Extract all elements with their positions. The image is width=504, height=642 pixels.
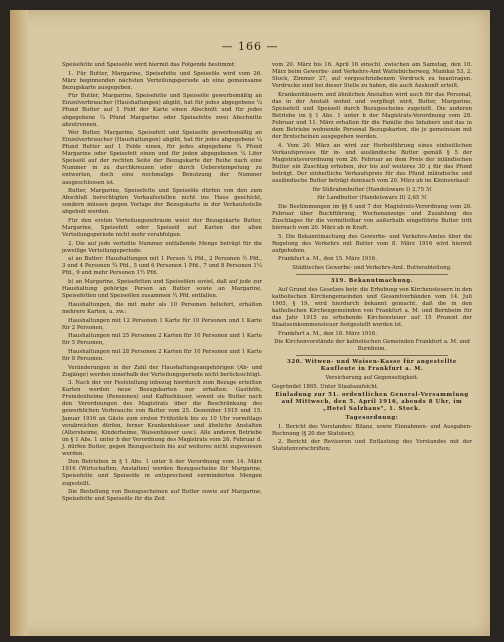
agenda-item-2: 2. Bericht der Revisoren und Entlastung des Vorstandes mit der Statutenvorschriften; bbox=[272, 439, 472, 453]
left-paragraph-16: Die Bestellung von Bezugsscheinen auf Butter sowie auf Margarine, Speisefette und Speiseöle für die Zeit bbox=[62, 489, 262, 503]
left-paragraph-intro: Speisefette und Speiseöle wird hiermit das Folgende bestimmt: bbox=[62, 62, 236, 68]
date-line-2: Frankfurt a. M., den 18. März 1916. bbox=[278, 330, 377, 337]
left-paragraph-10: Haushaltungen mit 12 Personen 1 Karte für 10 Personen und 1 Karte für 2 Personen, bbox=[62, 317, 262, 331]
left-paragraph-12: Haushaltungen mit 28 Personen 2 Karten für 10 Personen und 1 Karte für 8 Personen. bbox=[62, 348, 262, 362]
left-paragraph-15: Den Betrieben in § 1 Abs. 1 unter b der Verordnung vom 14. März 1916 (Wirtschaften, Anstalten) werden Bezugsscheine für Margarine, Speisefette und Speiseöle in entsprechend verminderten Mengen zugestellt. bbox=[62, 459, 262, 487]
notice-320-invitation: Einladung zur 51. ordentlichen General-Versammlung auf Mittwoch, den 5. April 1916, abends 8 Uhr, im „Hotel Salzhaus“, 1. Stock. bbox=[275, 392, 469, 413]
right-paragraph-2: 4. Vom 20. März an wird zur Herbeiführung eines einheitlichen Verkaufspreises für in- und ausländische Butter gemäß § 5 der Magistratsverordnung vom 26. Februar an dem Preis der inländischen Butter ein Zuschlag erhoben, der bis auf weiteres 30 ₰ für das Pfund beträgt. Der einheitliche Verkaufspreis für das Pfund inländische und ausländische Butter beträgt demnach vom 20. März ab im Kleinverkauf: bbox=[272, 142, 472, 184]
right-paragraph-3: Die Bestimmungen im §§ 6 und 7 der Magistrats-Verordnung vom 26. Februar über Buchführung, Wochenanzeige und Zuzahlung des Zuschlages für die vermittelbar von außerhalb eingeführte Butter tritt hiernach vom 20. März ab in Kraft. bbox=[272, 203, 472, 231]
left-paragraph-6: 2. Die auf jede verteilte Nummer entfallende Menge beträgt für die jeweilige Verteilungsperiode: bbox=[62, 240, 262, 254]
right-paragraph-1: Krankenhäusern und ähnlichen Anstalten wird auch für das Personal, das in der Anstalt wohnt und verpflegt wird, Butter, Margarine, Speisefett und Speiseöl durch Bezugsscheine zugeteilt. Die anderen Betriebe im § 1 Abs. 1 unter b der Magistrats-Verordnung vom 28. Februar und 11. März erhalten für die Familie des Inhabers und das in dem Betriebe wohnende Personal Bezugskarten, die je gemeinsam mit der Brotscheinen ausgegeben werden. bbox=[272, 91, 472, 141]
newspaper-page bbox=[10, 10, 490, 636]
notice-319-heading: 319. Bekanntmachung. bbox=[330, 278, 414, 285]
right-column bbox=[272, 62, 472, 455]
page-binding-edge bbox=[10, 10, 28, 636]
section-divider bbox=[296, 274, 448, 275]
agenda-item-1: 1. Bericht des Vorstandes: Bilanz, sowie Einnahmen- und Ausgaben-Rechnung (§ 20 der Statuten); bbox=[272, 423, 472, 437]
left-paragraph-11: Haushaltungen mit 25 Personen 2 Karten für 10 Personen und 1 Karte für 5 Personen, bbox=[62, 333, 262, 347]
date-line-1: Frankfurt a. M., den 15. März 1916. bbox=[278, 256, 377, 263]
signature-church-boards: Die Kirchenvorstände der katholischen Gemeinden Frankfurt a. M. und Bornheim. bbox=[274, 339, 470, 353]
price-line-farm-butter: für Landbutter (Handelsware II) 2,65 ℳ bbox=[317, 195, 427, 202]
left-paragraph-14: 3. Nach der vor Feststellung inbezug hierdurch zum Bezuge erteilten Karten werden neue Bezugskarten nur erhalten: Gasthöfe, Fremdenheime (Pensionen) und Kaffeehäuser, soweit sie Butter nach den Verordnungen des Magistrats über die Beschränkung des gewerblichen Verbrauchs von Butter vom 25. Dezember 1915 und 15. Januar 1916 an Gäste zum ersten Frühstück bis zu 10 Uhr vormittags verabreichen dürfen, ferner Krankenhäuser und ähnliche Anstalten (Altersheime, Kinderheime, Waisenhäuser usw.). Alle anderen Betriebe im § 1 Abs. 1 unter b der Verordnung des Magistrats vom 26. Februar d. J. dürfen Butter, gegen Bezugsschein bis auf weiteres nicht zugewiesen werden. bbox=[62, 380, 262, 457]
notice-320-heading: 320. Witwen- und Waisen-Kasse für angestellte Kaufleute in Frankfurt a. M. bbox=[287, 359, 457, 373]
left-paragraph-1: 1. Für Butter, Margarine, Speisefette und Speiseöle wird vom 26. März beginnenden nächsten Verteilungsperiode ab eine gemeinsame Bezugskarte ausgegeben. bbox=[62, 70, 262, 91]
left-paragraph-8: b) an Margarine, Speisefetten und Speiseölen soviel, daß auf jede zur Haushaltung gehörige Person an Butter sowie an Margarine, Speisefetten und Speiseölen zusammen ¼ Pfd. entfallen. bbox=[62, 279, 262, 300]
left-paragraph-4: Butter, Margarine, Speisefette und Speiseöle dürfen von den zum Abschluß berechtigten Verkaufsstellen nicht ins Haus geschickt, sondern müssen gegen Vorlage der Bezugskarte in der Verkaufsstelle abgeholt werden. bbox=[62, 188, 262, 216]
page-number: — 166 — bbox=[221, 40, 279, 53]
agenda-heading: Tagesordnung: bbox=[345, 415, 399, 422]
price-line-sweet-cream: für Süßrahmbutter (Handelsware I) 2,75 ℳ bbox=[312, 186, 432, 193]
notice-320-founded: Gegründet 1865. Unter Staatsaufsicht. bbox=[272, 383, 379, 390]
right-paragraph-4: 5. Die Bekanntmachung des Gewerbe- und Verkehrs-Amtes über die Regelung des Verkehrs mit Butter vom 8. März 1916 wird hiermit aufgehoben. bbox=[272, 233, 472, 254]
right-paragraph-continued: vom 20. März bis 16. April 16 einschl. zwischen am Samstag, den 18. März beim Gewerbe- und Verkehrs-Amt Wattebücherweg, Mainkai 53, 2. Stock, Zimmer 27, auf vorgeschriebenem Vordruck zu beantragen. Vordrucke sind bei dieser Stelle zu haben, die auch Auskunft erteilt. bbox=[272, 62, 472, 90]
left-column bbox=[62, 62, 262, 505]
notice-319-body: Auf Grund des Gesetzes betr. die Erhebung von Kirchensteuern in den katholischen Kirchengemeinden und Gesamtverbänden vom 14. Juli 1905, § 19, wird hierdurch bekannt gemacht, daß die in den katholischen Kirchengemeinden von Frankfurt a. M. und Bornheim für das Jahr 1915 zu erhebende Kirchensteuer auf 15 Prozent der Staatseinkommensteuer festgestellt worden ist. bbox=[272, 286, 472, 328]
section-divider bbox=[296, 355, 448, 356]
left-paragraph-13: Veränderungen in der Zahl der Haushaltungsangehörigen (Ab- und Zugänge) werden innerhalb der Verteilungsperiode nicht berücksichtigt. bbox=[62, 364, 262, 378]
left-paragraph-5: Für den ersten Verteilungszeitraum weist der Bezugskarte Butter, Margarine, Speisefett oder Speiseöl auf Karten der alten Verteilungsperiode nicht mehr verabfolgen. bbox=[62, 217, 262, 239]
notice-320-subtitle: Versicherung auf Gegenseitigkeit. bbox=[325, 375, 419, 381]
left-paragraph-7: a) an Butter: Haushaltungen mit 1 Person ¼ Pfd., 2 Personen ½ Pfd., 3 und 4 Personen ¾ Pfd., 5 und 6 Personen 1 Pfd., 7 und 8 Personen 1¼ Pfd., 9 und mehr Personen 1½ Pfd. bbox=[62, 256, 262, 277]
signature-office: Städtisches Gewerbe- und Verkehrs-Amt. Butterabteilung. bbox=[292, 265, 452, 272]
left-paragraph-9: Haushaltungen, die mit mehr als 10 Personen beliefert, erhalten mehrere Karten, u. zw.: bbox=[62, 301, 262, 315]
left-paragraph-3: Wer Butter, Margarine, Speisefett und Speiseöle gewerbsmäßig an Einzelverbraucher (Haushaltungen) abgibt, hat für jedes abgegebene ¼ Pfund Butter auf 1 Felde einen, für jedes abgegebene ¼ Pfund Margarine oder Speisefett einen und für jeden abgegebenen ¼ Liter Speiseöl auf der rechten Seite der Bezugskarte der Reihe nach eine Nummer in zu durchkreuzen oder durch Ueberstempelung zu entwerten, doch eine nochmalige Benutzung der Nummer ausgeschlossen ist. bbox=[62, 130, 262, 186]
left-paragraph-2: Für Butter, Margarine, Speisefette und Speiseöle gewerbsmäßig an Einzelverbraucher (Haushaltungen) abgibt, hat für jedes abgegebene ¼ Pfund Butter auf 1 Feld der Karte einen Abschnitt und für jedes abgegebene ¼ Pfund Margarine oder Speisefette zwei Abschnitte abzutrennen. bbox=[62, 93, 262, 128]
